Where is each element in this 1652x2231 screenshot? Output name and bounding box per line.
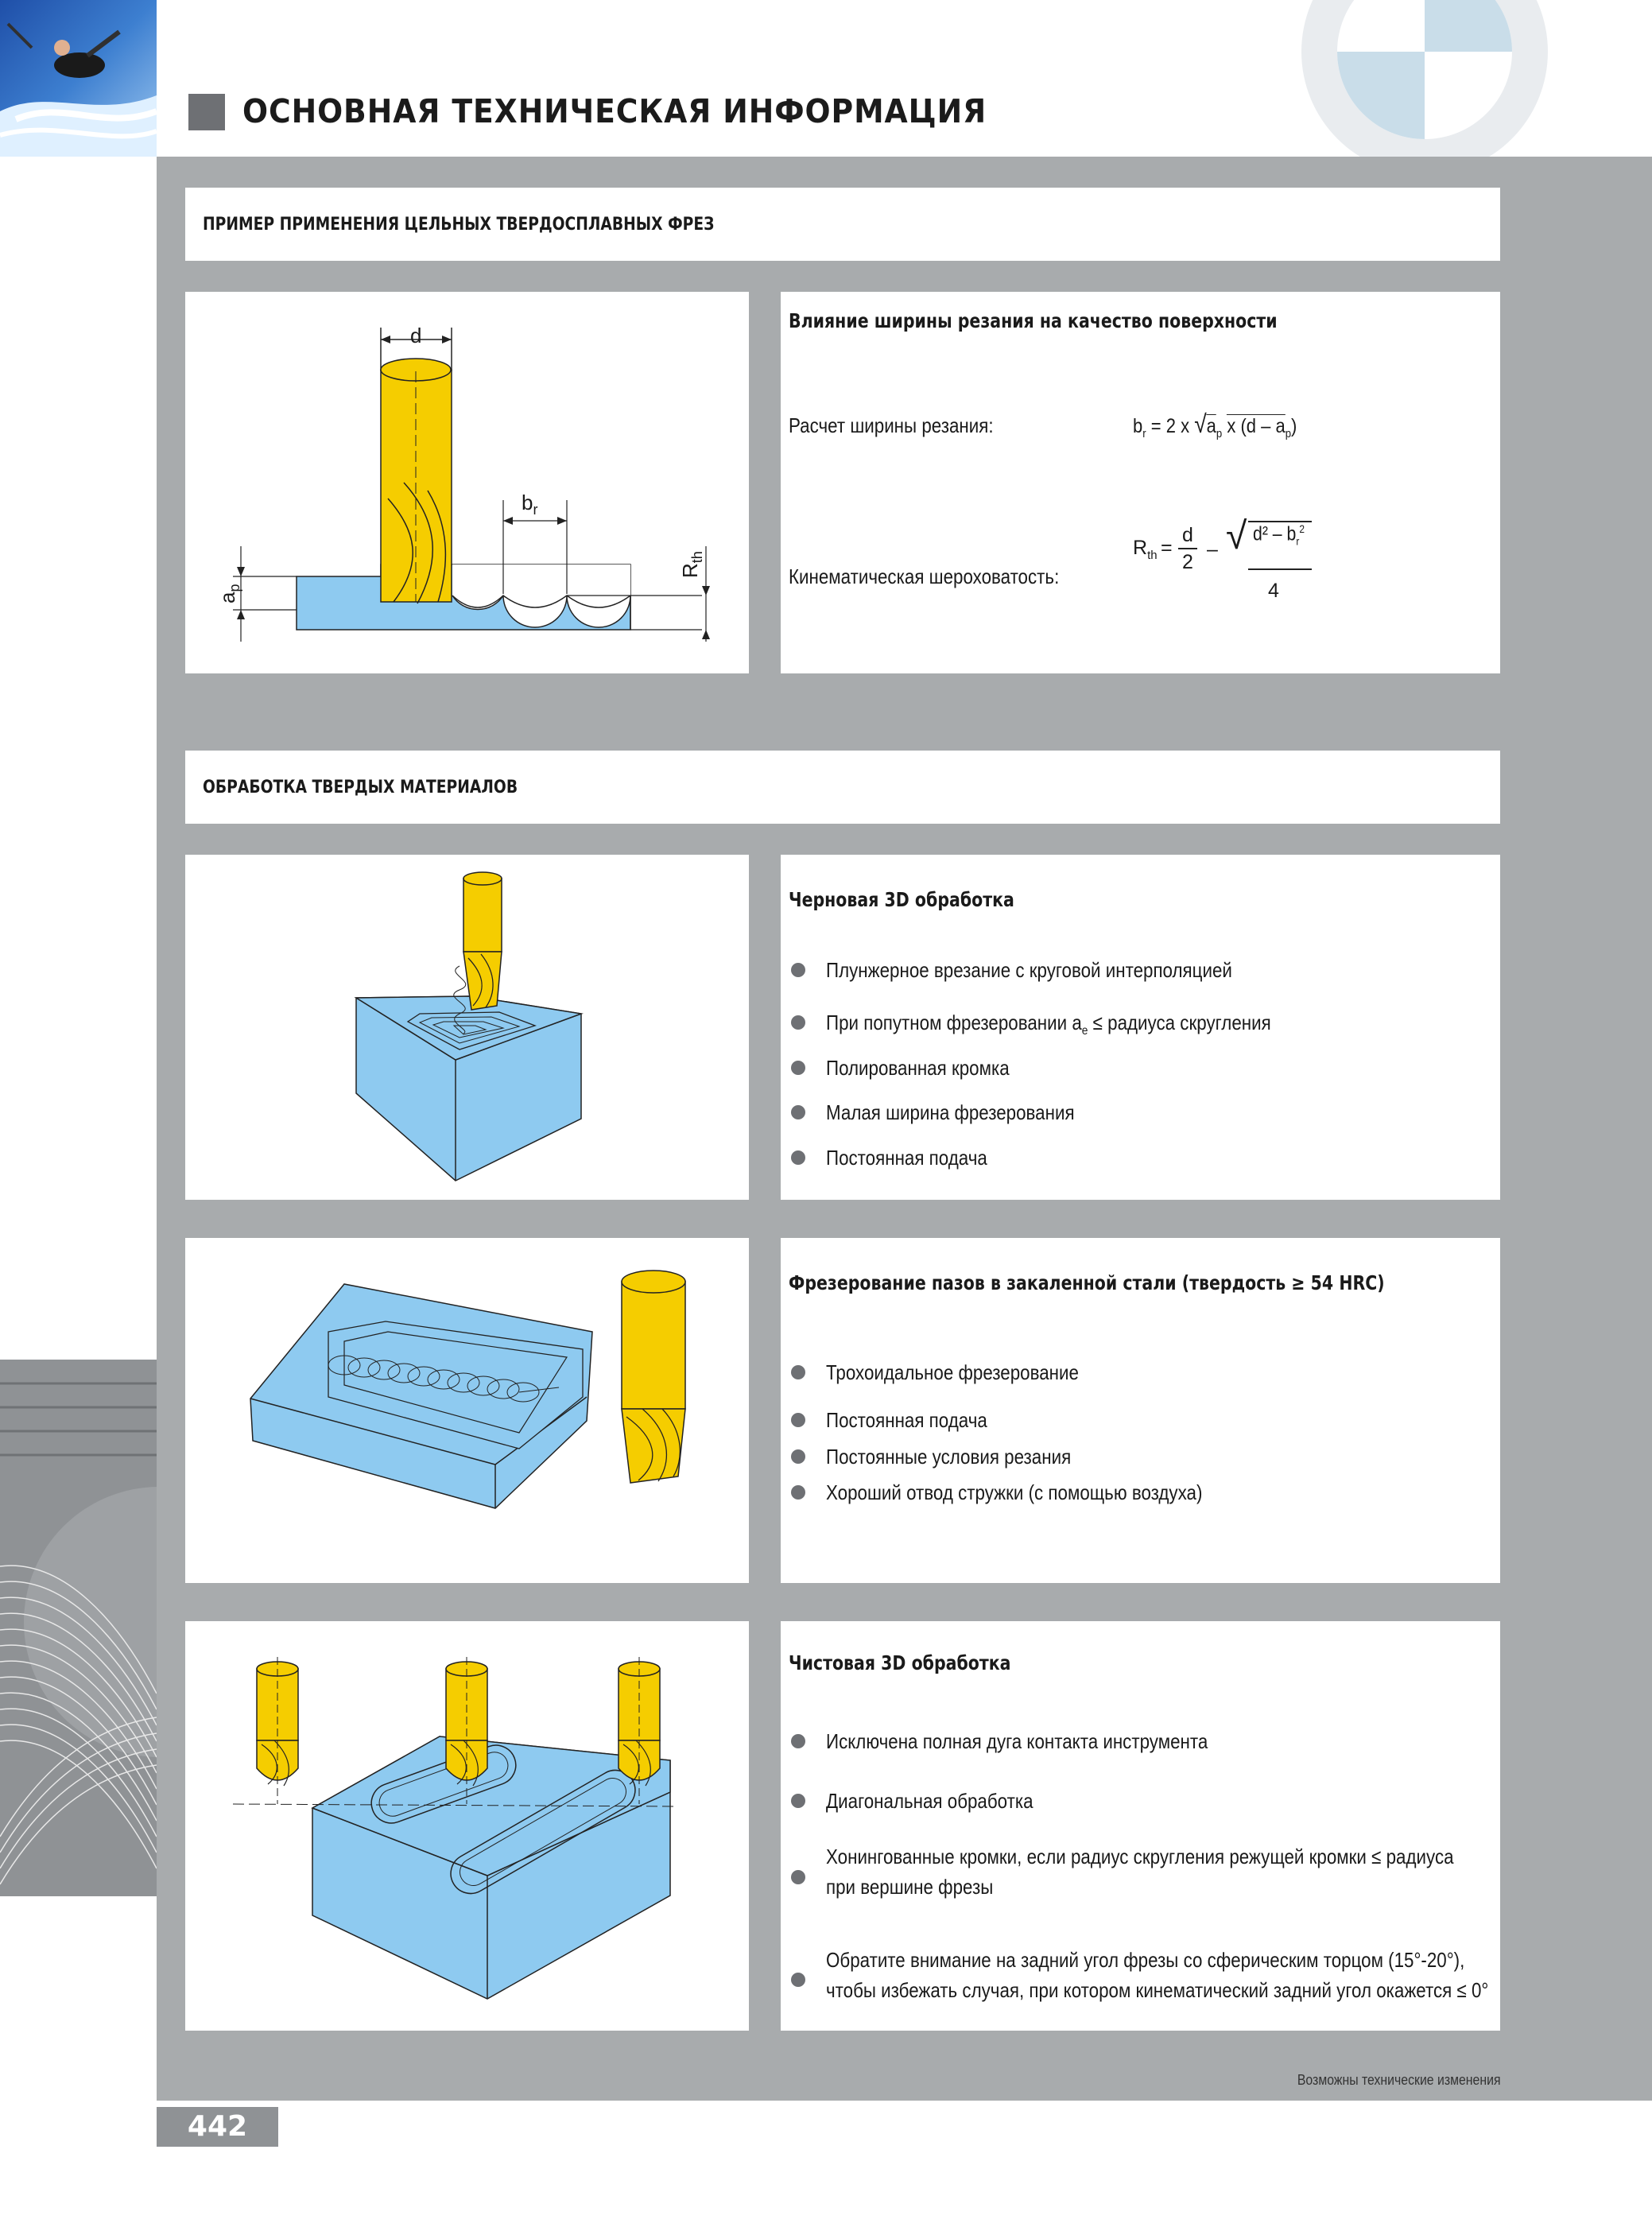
finishing-bullet-3-line2: при вершине фрезы: [826, 1875, 994, 1899]
f2-root-num: [1253, 522, 1305, 547]
f2-root-num-main: d² – b: [1253, 522, 1297, 545]
label-br-main: b: [522, 491, 533, 514]
slot-milling-illustration-box: [185, 1238, 749, 1583]
finishing-text-box: [781, 1621, 1500, 2031]
f2-num: d: [1182, 524, 1193, 546]
roughing-bullet-1: Плунжерное врезание с круговой интерполяцией: [826, 958, 1232, 982]
finishing-title: Чистовая 3D обработка: [789, 1651, 1011, 1674]
roughing-bullet-5: Постоянная подача: [826, 1146, 987, 1170]
f2-root-den: 4: [1268, 580, 1279, 602]
roughing-title: Черновая 3D обработка: [789, 888, 1014, 911]
page-number-box: [157, 2107, 278, 2147]
section2-header: [185, 751, 1500, 824]
label-ap-main: a: [215, 592, 239, 603]
finishing-bullet-4-line1: Обратите внимание на задний угол фрезы со сферическим торцом (15°-20°),: [826, 1948, 1465, 1972]
formula-cutting-width: [1133, 409, 1297, 440]
slot-bullet-2: Постоянная подача: [826, 1408, 987, 1432]
f2-lhs: [1133, 537, 1158, 562]
f2-root-sup: 2: [1299, 522, 1305, 535]
f2-minus: –: [1207, 538, 1218, 561]
roughing-text-box: [781, 855, 1500, 1200]
section2-title: ОБРАБОТКА ТВЕРДЫХ МАТЕРИАЛОВ: [203, 778, 518, 797]
slot-bullet-3: Постоянные условия резания: [826, 1445, 1072, 1469]
f1-close: ): [1291, 415, 1297, 437]
f2-den: 2: [1182, 551, 1193, 573]
bullet-dot: [791, 1870, 805, 1884]
footer-note: Возможны технические изменения: [1297, 2072, 1501, 2088]
roughing-bullet-2: [826, 1008, 1271, 1046]
corner-photo: [0, 0, 157, 157]
f2-lhs-main: R: [1133, 537, 1148, 559]
label-rth: [678, 551, 706, 578]
bullet-dot: [791, 1734, 805, 1748]
label-ap: [215, 584, 243, 603]
bullet-dot: [791, 963, 805, 977]
bullet-dot: [791, 1449, 805, 1464]
roughing-bullet-2-sub: e: [1081, 1024, 1088, 1038]
cutting-width-diagram-box: [185, 292, 749, 673]
f1-mid: x (d – a: [1227, 415, 1286, 437]
label-rth-sub: th: [689, 551, 706, 564]
slot-bullet-4: Хороший отвод стружки (с помощью воздуха): [826, 1480, 1203, 1504]
roughing-bullet-2-rest: ≤ радиуса скругления: [1088, 1011, 1271, 1034]
finishing-bullet-2: Диагональная обработка: [826, 1789, 1033, 1813]
label-d: d: [410, 324, 422, 347]
section1-title: ПРИМЕР ПРИМЕНЕНИЯ ЦЕЛЬНЫХ ТВЕРДОСПЛАВНЫХ ФРЕЗ: [203, 215, 715, 235]
finishing-bullet-1: Исключена полная дуга контакта инструмента: [826, 1729, 1208, 1753]
f1-lhs: b: [1133, 415, 1143, 437]
section1-header: [185, 188, 1500, 261]
page-title: ОСНОВНАЯ ТЕХНИЧЕСКАЯ ИНФОРМАЦИЯ: [242, 92, 987, 130]
f1-sqrt: √: [1194, 409, 1207, 438]
bullet-dot: [791, 1485, 805, 1500]
label-br-sub: r: [533, 502, 538, 518]
bullet-dot: [791, 1015, 805, 1030]
bullet-dot: [791, 1794, 805, 1808]
label-ap-sub: p: [227, 584, 243, 592]
finishing-illustration-box: [185, 1621, 749, 2031]
decorative-wave-strip: [0, 1360, 157, 1896]
f2-eq: =: [1161, 537, 1173, 559]
f2-frac-line: [1178, 548, 1197, 549]
label-br: [522, 491, 537, 518]
cutting-width-diagram: [185, 292, 749, 673]
roughing-illustration-box: [185, 855, 749, 1200]
f1-a2-sub: p: [1285, 427, 1292, 440]
bullet-dot: [791, 1150, 805, 1165]
finishing-illustration: [185, 1621, 749, 2031]
surface-quality-box: [781, 292, 1500, 673]
f2-root-sub: r: [1296, 534, 1300, 548]
roughing-illustration: [185, 855, 749, 1200]
bullet-dot: [791, 1973, 805, 1987]
slot-milling-title: Фрезерование пазов в закаленной стали (твердость ≥ 54 HRC): [789, 1271, 1385, 1294]
bullet-dot: [791, 1105, 805, 1119]
bullet-dot: [791, 1061, 805, 1075]
f2-lhs-sub: th: [1147, 549, 1158, 562]
slot-milling-text-box: [781, 1238, 1500, 1583]
f2-root-frac-line: [1248, 568, 1312, 570]
page-number: 442: [187, 2110, 248, 2143]
width-calc-label: Расчет ширины резания:: [789, 413, 994, 437]
f1-lhs-sub: r: [1142, 427, 1146, 440]
roughing-bullet-2-main: При попутном фрезеровании a: [826, 1011, 1082, 1034]
surface-quality-title: Влияние ширины резания на качество поверхности: [789, 309, 1278, 332]
title-square: [188, 94, 225, 130]
f1-a1: a: [1206, 415, 1216, 437]
roughing-bullet-4: Малая ширина фрезерования: [826, 1100, 1075, 1124]
roughness-label: Кинематическая шероховатость:: [789, 565, 1060, 588]
label-rth-main: R: [678, 563, 702, 578]
slot-milling-illustration: [185, 1238, 749, 1583]
slot-bullet-1: Трохоидальное фрезерование: [826, 1360, 1079, 1384]
logo-circle: [1297, 0, 1552, 179]
bullet-dot: [791, 1365, 805, 1379]
roughing-bullet-3: Полированная кромка: [826, 1056, 1010, 1080]
finishing-bullet-4-line2: чтобы избежать случая, при котором кинематический задний угол окажется ≤ 0°: [826, 1978, 1489, 2002]
bullet-dot: [791, 1413, 805, 1427]
f1-a1-sub: p: [1216, 427, 1223, 440]
f1-eq: = 2 x: [1150, 415, 1190, 437]
f2-sqrt: √: [1226, 515, 1247, 557]
finishing-bullet-3-line1: Хонингованные кромки, если радиус скругления режущей кромки ≤ радиуса: [826, 1845, 1454, 1868]
